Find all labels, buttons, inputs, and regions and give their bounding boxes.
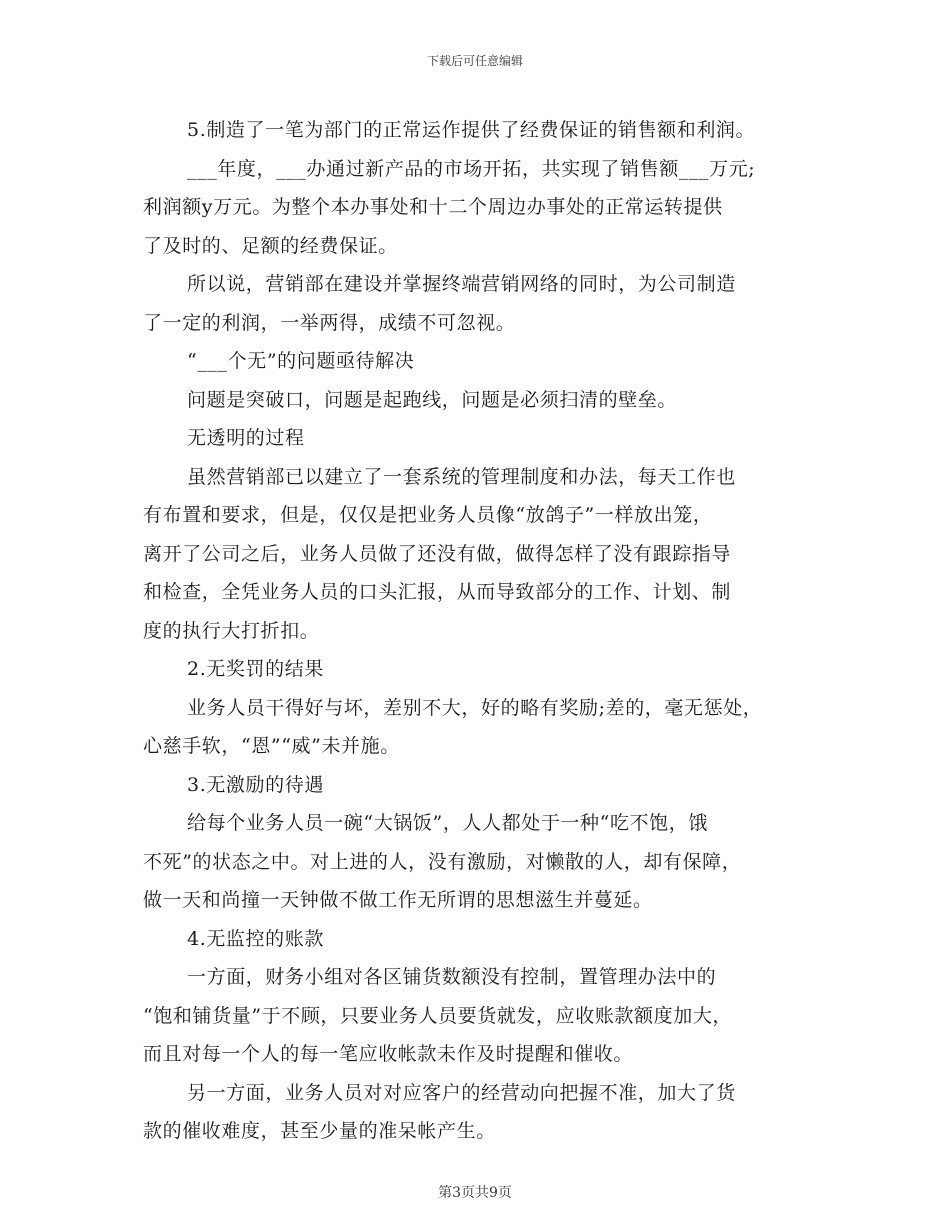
paragraph-line: 而且对每一个人的每一笔应收帐款未作及时提醒和催收。 [143,1043,634,1065]
section-heading: 4.无监控的账款 [187,927,324,950]
paragraph-line: 利润额y万元。为整个本办事处和十二个周边办事处的正常运转提供 [143,196,723,218]
paragraph-line: 度的执行大打折扣。 [143,619,320,642]
page-header: 下载后可任意编辑 [426,54,523,68]
section-heading: 2.无奖罚的结果 [187,658,324,680]
paragraph-line: 做一天和尚撞一天钟做不做工作无所谓的思想滋生并蔓延。 [143,889,653,911]
paragraph-line: 不死”的状态之中。对上进的人，没有激励，对懒散的人，却有保障， [143,850,742,873]
paragraph-line: 款的催收难度，甚至少量的准呆帐产生。 [143,1120,496,1142]
paragraph-line: 了及时的、足额的经费保证。 [143,234,398,257]
paragraph-line: 有布置和要求，但是，仅仅是把业务人员像“放鸽子”一样放出笼， [143,504,713,526]
paragraph-line: 虽然营销部已以建立了一套系统的管理制度和办法，每天工作也 [187,465,736,488]
paragraph-line: ___年度，___办通过新产品的市场开拓，共实现了销售额___万元; [187,157,756,180]
paragraph-line: 离开了公司之后，业务人员做了还没有做，做得怎样了没有跟踪指导 [143,542,732,565]
section-heading: 无透明的过程 [187,427,305,449]
paragraph-line: 一方面，财务小组对各区铺货数额没有控制，置管理办法中的 [187,966,717,988]
paragraph-line: “饱和铺货量”于不顾，只要业务人员要货就发，应收账款额度加大， [143,1004,733,1027]
paragraph-line: 另一方面，业务人员对对应客户的经营动向把握不准，加大了货 [187,1081,736,1104]
paragraph-line: 所以说，营销部在建设并掌握终端营销网络的同时，为公司制造 [187,273,736,295]
section-heading: “___个无”的问题亟待解决 [187,350,415,372]
section-heading: 3.无激励的待遇 [187,773,324,796]
paragraph-line: 和检查，全凭业务人员的口头汇报，从而导致部分的工作、计划、制 [143,581,732,603]
paragraph-line: 了一定的利润，一举两得，成绩不可忽视。 [143,311,516,334]
paragraph-line: 心慈手软，“恩”“威”未并施。 [143,735,400,757]
page-number: 第3页共9页 [438,1185,512,1201]
paragraph-line: 5.制造了一笔为部门的正常运作提供了经费保证的销售额和利润。 [187,119,756,141]
paragraph-line: 给每个业务人员一碗“大锅饭”，人人都处于一种“吃不饱，饿 [187,812,708,834]
document-body [143,111,823,1151]
paragraph-line: 业务人员干得好与坏，差别不大，好的略有奖励;差的，毫无惩处， [187,696,763,719]
paragraph-line: 问题是突破口，问题是起跑线，问题是必须扫清的壁垒。 [187,388,678,411]
